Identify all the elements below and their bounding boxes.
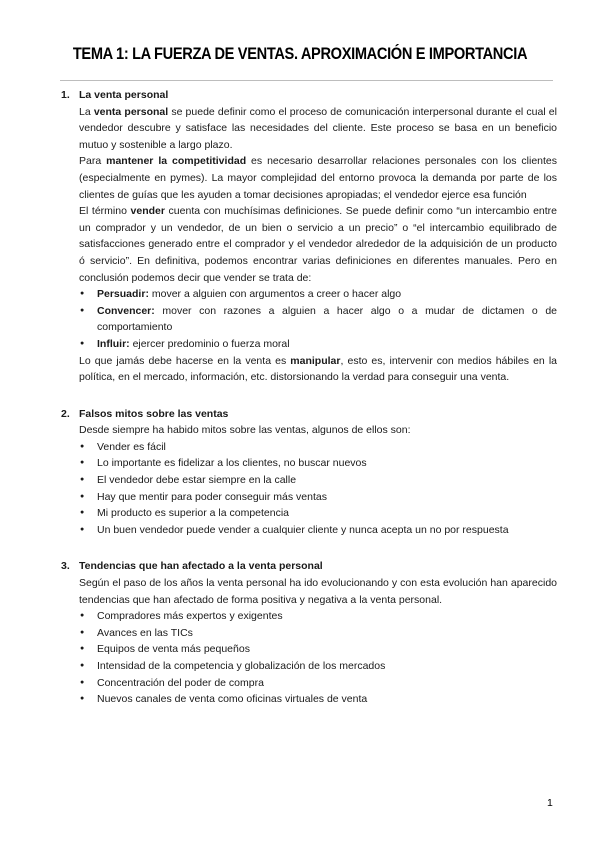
bold-term: mantener la competitividad — [106, 155, 247, 168]
list-item: ● Influir: ejercer predominio o fuerza moral — [97, 336, 557, 353]
list-item: ● Concentración del poder de compra — [97, 675, 557, 692]
bullet-list — [61, 439, 557, 539]
section-number: 1. — [61, 89, 70, 101]
paragraph: Para mantener la competitividad es necesario desarrollar relaciones personales con los clientes (especialmente en pymes). La mayor complejidad del entorno provoca la demanda por parte de los clientes de guías que les ayuden a tomar decisiones apropiadas; el vendedor ejerce esa función — [79, 155, 557, 201]
list-item: ● Un buen vendedor puede vender a cualquier cliente y nunca acepta un no por respuesta — [97, 522, 557, 539]
paragraph: La venta personal se puede definir como el proceso de comunicación interpersonal durante el cual el vendedor descubre y satisface las necesidades del cliente. Este proceso se basa en un beneficio mutuo y sostenible a largo plazo. — [79, 105, 557, 151]
list-item: ● Lo importante es fidelizar a los clientes, no buscar nuevos — [97, 455, 557, 472]
bold-term: venta personal — [93, 105, 169, 118]
list-item: ● Nuevos canales de venta como oficinas virtuales de venta — [97, 691, 557, 708]
section-number: 2. — [61, 407, 70, 420]
list-item: ● Equipos de venta más pequeños — [97, 641, 557, 658]
bullet-list — [61, 608, 557, 708]
list-item: ● Avances en las TICs — [97, 625, 557, 642]
paragraph: Lo que jamás debe hacerse en la venta es manipular, esto es, intervenir con medios hábiles en la política, en el mercado, información, etc. distorsionando la verdad para conseguir una venta. — [79, 354, 557, 384]
list-item: ● Vender es fácil — [97, 439, 557, 456]
section-heading — [61, 406, 557, 423]
bullet-list — [61, 286, 557, 352]
section-falsos-mitos — [61, 406, 557, 539]
section-title: Tendencias que han afectado a la venta personal — [79, 560, 323, 573]
list-item: ● Persuadir: mover a alguien con argumentos a creer o hacer algo — [97, 286, 557, 303]
document-body — [61, 87, 557, 708]
list-item: ● El vendedor debe estar siempre en la calle — [97, 472, 557, 489]
title-divider — [60, 80, 553, 81]
section-tendencias — [61, 558, 557, 707]
section-title: Falsos mitos sobre las ventas — [79, 407, 229, 420]
section-heading — [61, 558, 557, 575]
bold-term: vender — [130, 205, 165, 218]
list-item: ● Hay que mentir para poder conseguir más ventas — [97, 489, 557, 506]
page-number: 1 — [547, 797, 553, 809]
section-heading — [61, 87, 557, 104]
document-title: TEMA 1: LA FUERZA DE VENTAS. APROXIMACIÓN E IMPORTANCIA — [72, 44, 528, 63]
list-item: ● Compradores más expertos y exigentes — [97, 608, 557, 625]
list-item: ● Convencer: mover con razones a alguien a hacer algo o a mudar de dictamen o de comportamiento — [97, 303, 557, 336]
list-item: ● Intensidad de la competencia y globalización de los mercados — [97, 658, 557, 675]
paragraph: Desde siempre ha habido mitos sobre las ventas, algunos de ellos son: — [79, 424, 411, 437]
section-title: La venta personal — [79, 89, 169, 101]
paragraph: Según el paso de los años la venta personal ha ido evolucionando y con esta evolución han aparecido tendencias que han afectado de forma positiva y negativa a la venta personal. — [79, 577, 557, 606]
paragraph: El término vender cuenta con muchísimas definiciones. Se puede definir como “un intercambio entre un comprador y un vendedor, de un bien o servicio a un precio” o “el intercambio equilibrado de satisfacciones generado entre el comprador y el vendedor alrededor de la adquisición de un producto ó servicio”. En definitiva, podemos encontrar varias definiciones en diferentes manuales. Pero en conclusión podemos decir que vender se trata de: — [79, 205, 557, 284]
section-number: 3. — [61, 560, 70, 573]
bold-term: manipular — [290, 354, 341, 367]
section-venta-personal — [61, 87, 557, 386]
list-item: ● Mi producto es superior a la competencia — [97, 505, 557, 522]
